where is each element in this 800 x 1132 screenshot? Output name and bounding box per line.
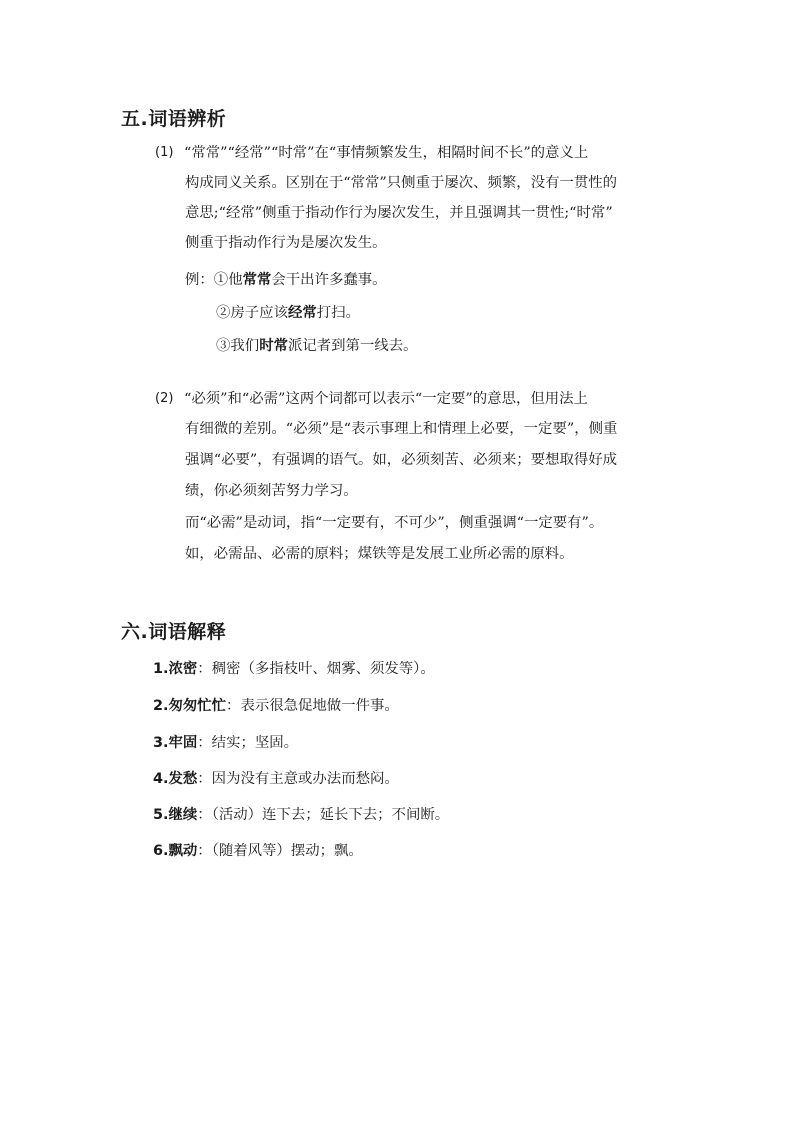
example-1-post: 会干出许多蠢事。 xyxy=(271,272,387,288)
example-1 xyxy=(185,270,387,290)
section-5-heading: 五.词语辨析 xyxy=(121,108,227,130)
item-2-line-2: 有细微的差别。“必须”是“表示事理上和情理上必要，一定要”，侧重 xyxy=(185,421,618,437)
example-3-pre: ③我们 xyxy=(216,338,260,354)
definition-text: 因为没有主意或办法而愁闷。 xyxy=(211,771,399,787)
item-2-line-4: 绩，你必须刻苦努力学习。 xyxy=(185,483,358,499)
example-3-keyword: 时常 xyxy=(259,338,288,354)
definition-term: 4.发愁 xyxy=(153,771,198,787)
definition-item xyxy=(153,733,298,753)
item-1-line-1: “常常”“经常”“时常”在“事情频繁发生，相隔时间不长”的意义上 xyxy=(184,145,589,161)
example-1-pre: ①他 xyxy=(213,272,243,288)
example-3 xyxy=(216,336,418,356)
definition-colon: ： xyxy=(197,735,212,751)
definition-colon: ： xyxy=(197,807,212,823)
example-3-post: 派记者到第一线去。 xyxy=(287,338,418,354)
definition-item xyxy=(153,769,399,789)
section-6-heading: 六.词语解释 xyxy=(121,621,227,643)
example-1-keyword: 常常 xyxy=(242,272,272,288)
definition-text: （活动）连下去；延长下去；不间断。 xyxy=(211,807,450,823)
example-2-pre: ②房子应该 xyxy=(216,305,288,321)
item-1-line-3: 意思;“经常”侧重于指动作行为屡次发生，并且强调其一贯性;“时常” xyxy=(185,205,613,221)
example-prefix: 例： xyxy=(185,272,214,288)
definition-term: 6.飘动 xyxy=(153,843,198,859)
item-2-marker: (2) xyxy=(155,391,174,406)
definition-text: 稠密（多指枝叶、烟雾、须发等）。 xyxy=(211,661,435,677)
definition-term: 5.继续 xyxy=(153,807,198,823)
definition-item xyxy=(153,841,363,861)
example-2-keyword: 经常 xyxy=(287,305,317,321)
example-2 xyxy=(216,303,360,323)
example-2-post: 打扫。 xyxy=(316,305,360,321)
definition-term: 1.浓密 xyxy=(153,661,198,677)
definition-colon: ： xyxy=(197,843,212,859)
definition-colon: ： xyxy=(226,698,241,714)
definition-term: 3.牢固 xyxy=(153,735,198,751)
definition-item xyxy=(153,659,435,679)
definition-item xyxy=(153,696,399,716)
item-1-marker: (1) xyxy=(155,145,174,160)
item-1-line-4: 侧重于指动作行为是屡次发生。 xyxy=(185,235,387,251)
item-1-line-2: 构成同义关系。区别在于“常常”只侧重于屡次、频繁，没有一贯性的 xyxy=(185,175,618,191)
definition-text: 表示很急促地做一件事。 xyxy=(240,698,399,714)
definition-text: （随着风等）摆动；飘。 xyxy=(211,843,363,859)
definition-colon: ： xyxy=(197,771,212,787)
definition-text: 结实；坚固。 xyxy=(211,735,299,751)
definition-term: 2.匆匆忙忙 xyxy=(153,698,227,714)
item-2-line-6: 如，必需品、必需的原料；煤铁等是发展工业所必需的原料。 xyxy=(185,546,574,562)
item-2-line-1: “必须”和“必需”这两个词都可以表示“一定要”的意思，但用法上 xyxy=(184,391,588,407)
item-2-line-3: 强调“必要”，有强调的语气。如，必须刻苦、必须来；要想取得好成 xyxy=(185,452,618,468)
definition-colon: ： xyxy=(197,661,212,677)
item-2-line-5: 而“必需”是动词，指“一定要有，不可少”，侧重强调“一定要有”。 xyxy=(185,515,604,531)
definition-item xyxy=(153,805,449,825)
